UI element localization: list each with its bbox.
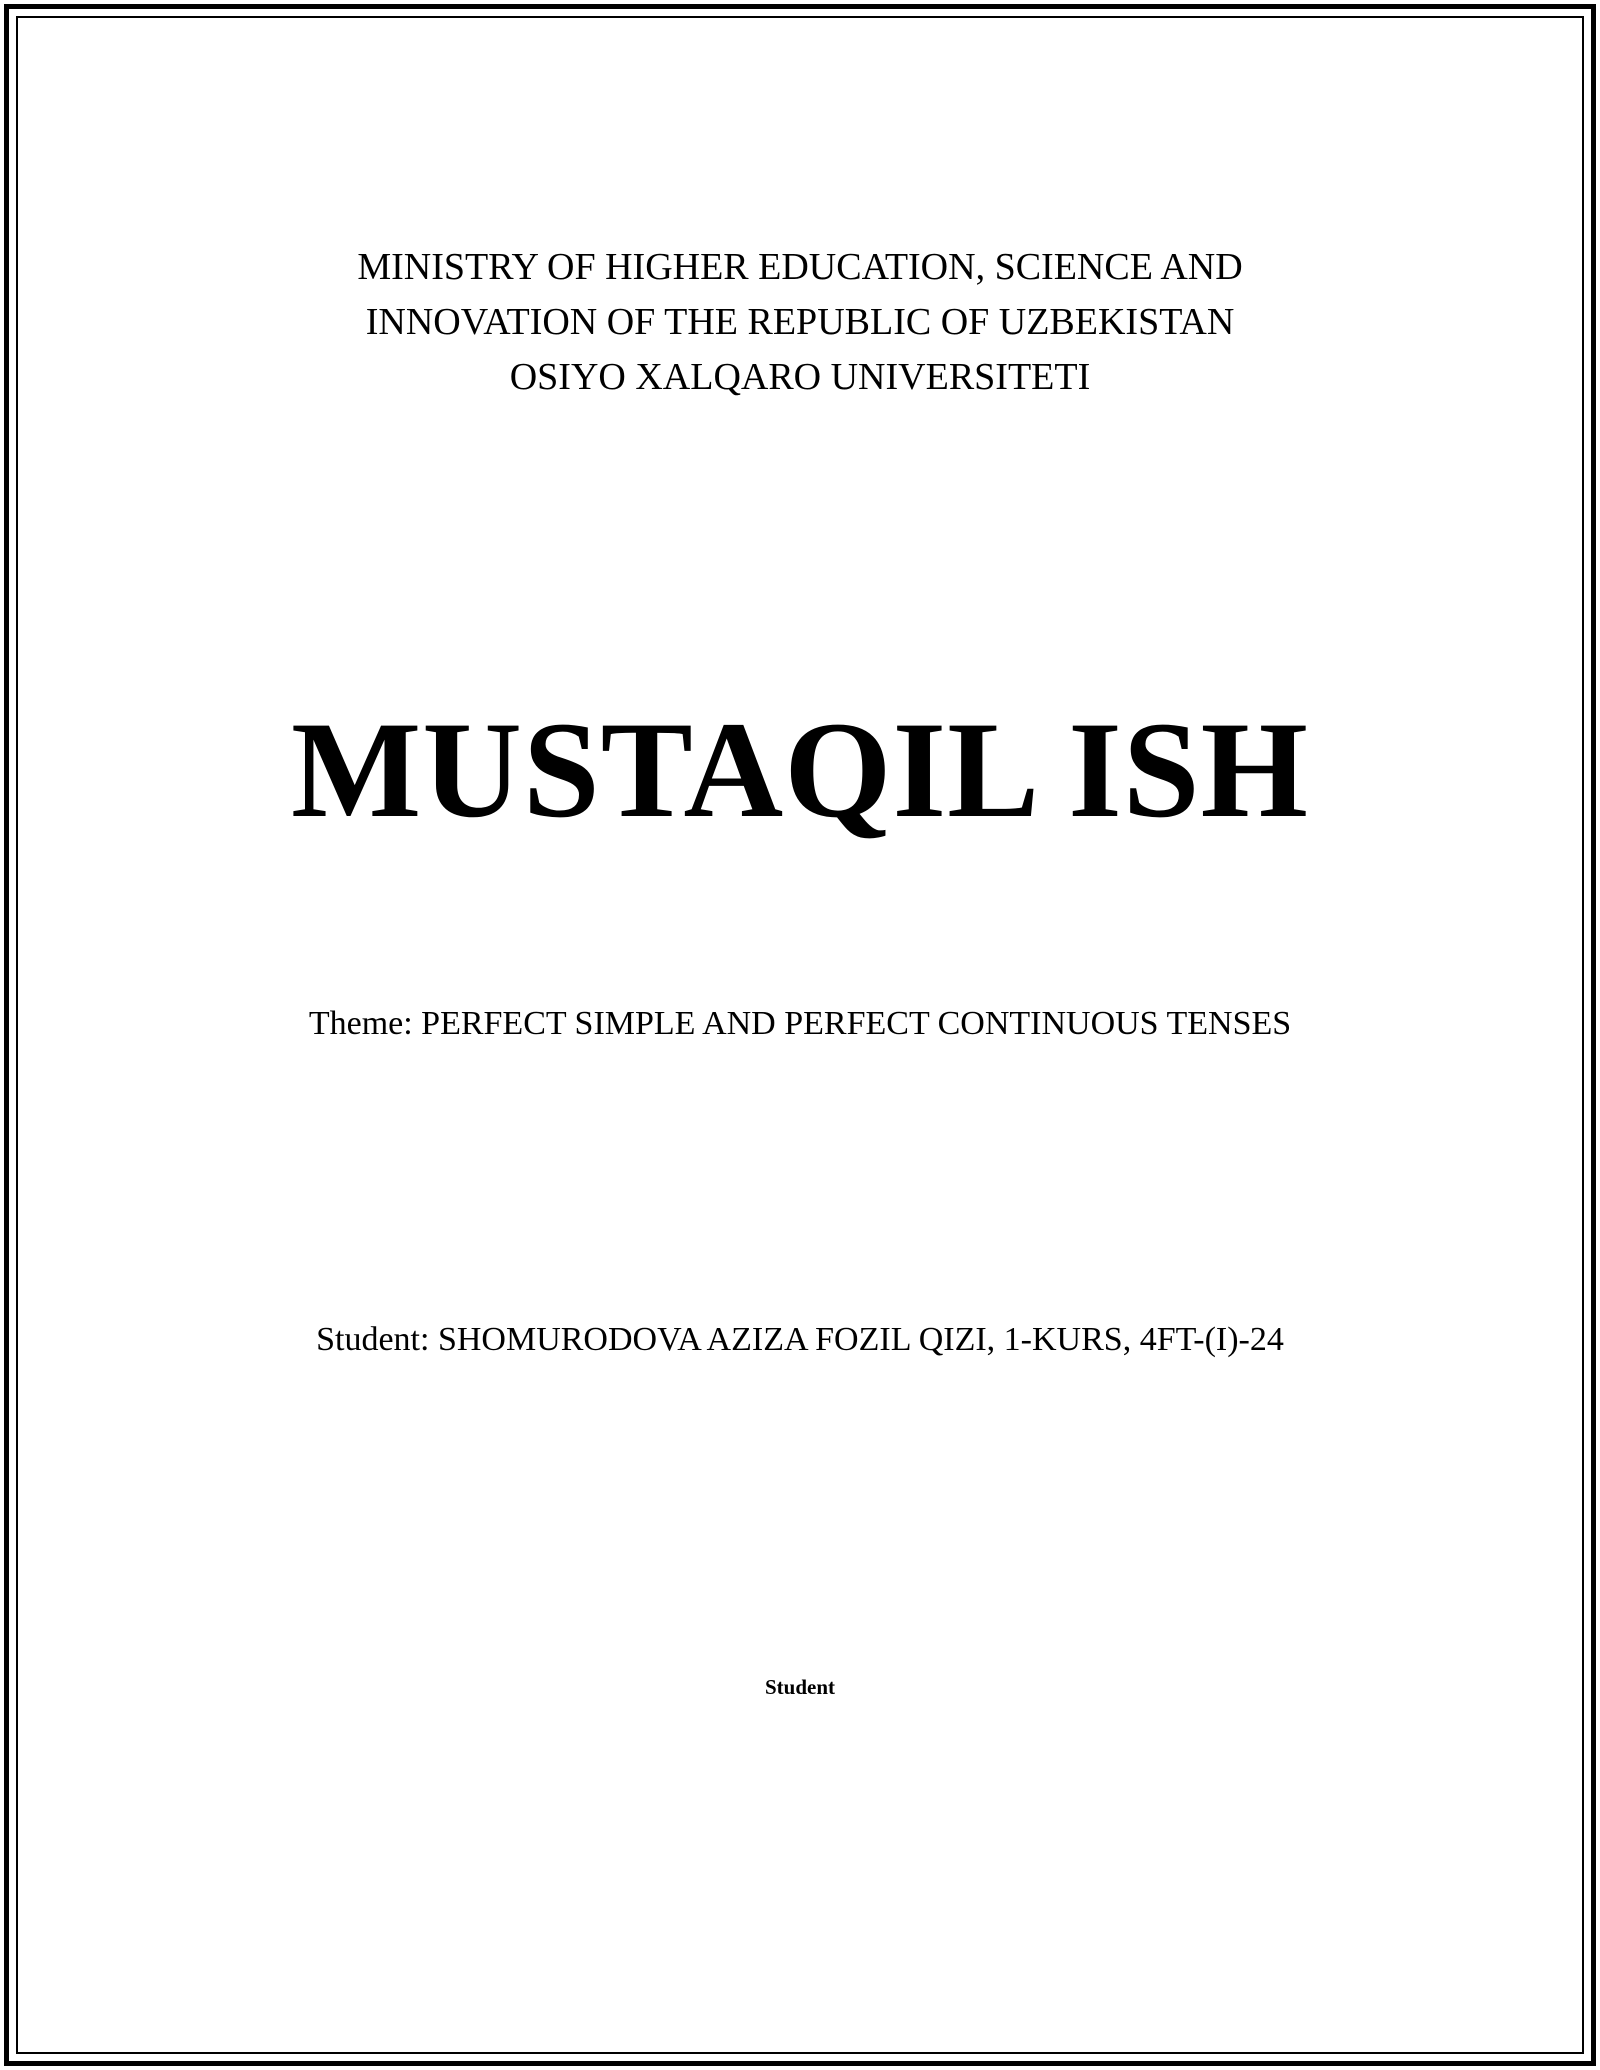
student-info: Student: SHOMURODOVA AZIZA FOZIL QIZI, 1-KURS, 4FT-(I)-24 xyxy=(316,1321,1284,1358)
theme-text: Theme: PERFECT SIMPLE AND PERFECT CONTINUOUS TENSES xyxy=(308,1005,1292,1042)
footer-student-label: Student xyxy=(764,1675,836,1699)
document-title: MUSTAQIL ISH xyxy=(291,693,1309,846)
header-line-republic: INNOVATION OF THE REPUBLIC OF UZBEKISTAN xyxy=(365,301,1235,343)
header-line-ministry: MINISTRY OF HIGHER EDUCATION, SCIENCE AND xyxy=(357,246,1243,288)
institution-header xyxy=(0,240,1600,405)
header-line-university: OSIYO XALQARO UNIVERSITETI xyxy=(509,356,1091,398)
